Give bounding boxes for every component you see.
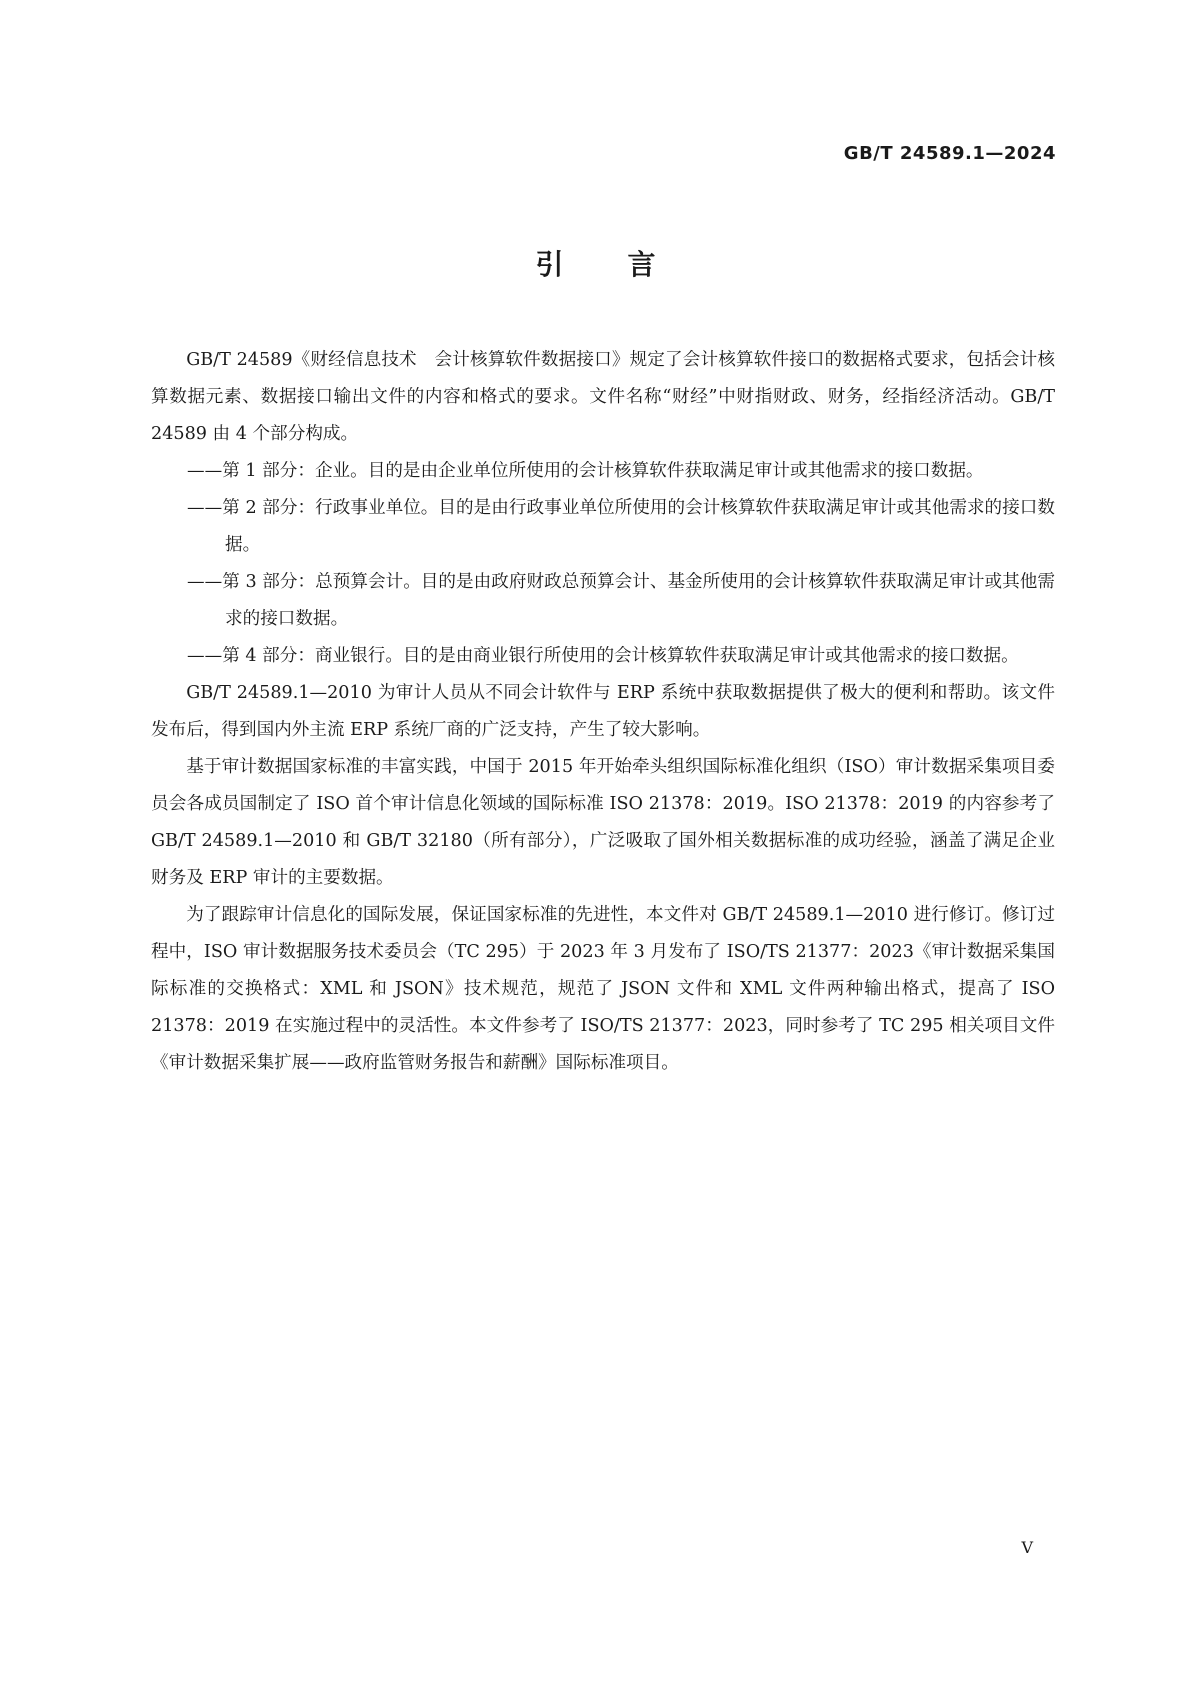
page-number: V — [1021, 1538, 1033, 1557]
body-paragraph: 为了跟踪审计信息化的国际发展，保证国家标准的先进性，本文件对 GB/T 24589.1—2010 进行修订。修订过程中，ISO 审计数据服务技术委员会（TC 295）于 2023 年 3 月发布了 ISO/TS 21377：2023《审计数据采集国际标准的交换格式：XML 和 JSON》技术规范，规范了 JSON 文件和 XML 文件两种输出格式，提高了 ISO 21378：2019 在实施过程中的灵活性。本文件参考了 ISO/TS 21377：2023，同时参考了 TC 295 相关项目文件《审计数据采集扩展——政府监管财务报告和薪酬》国际标准项目。 — [151, 905, 1055, 1073]
part-list-item: ——第 2 部分：行政事业单位。目的是由行政事业单位所使用的会计核算软件获取满足审计或其他需求的接口数据。 — [187, 498, 1055, 555]
body-content — [151, 342, 1055, 1082]
body-paragraph: GB/T 24589.1—2010 为审计人员从不同会计软件与 ERP 系统中获取数据提供了极大的便利和帮助。该文件发布后，得到国内外主流 ERP 系统厂商的广泛支持，产生了较大影响。 — [151, 683, 1055, 740]
section-title: 引言 — [535, 248, 720, 281]
intro-paragraph: GB/T 24589《财经信息技术 会计核算软件数据接口》规定了会计核算软件接口的数据格式要求，包括会计核算数据元素、数据接口输出文件的内容和格式的要求。文件名称“财经”中财指财政、财务，经指经济活动。GB/T 24589 由 4 个部分构成。 — [151, 350, 1055, 444]
part-list-item: ——第 4 部分：商业银行。目的是由商业银行所使用的会计核算软件获取满足审计或其他需求的接口数据。 — [187, 646, 1019, 666]
standard-number: GB/T 24589.1—2024 — [843, 143, 1056, 164]
part-list-item: ——第 3 部分：总预算会计。目的是由政府财政总预算会计、基金所使用的会计核算软件获取满足审计或其他需求的接口数据。 — [187, 572, 1055, 629]
body-paragraph: 基于审计数据国家标准的丰富实践，中国于 2015 年开始牵头组织国际标准化组织（ISO）审计数据采集项目委员会各成员国制定了 ISO 首个审计信息化领域的国际标准 ISO 21378：2019。ISO 21378：2019 的内容参考了 GB/T 24589.1—2010 和 GB/T 32180（所有部分），广泛吸取了国外相关数据标准的成功经验，涵盖了满足企业财务及 ERP 审计的主要数据。 — [151, 757, 1055, 888]
part-list-item: ——第 1 部分：企业。目的是由企业单位所使用的会计核算软件获取满足审计或其他需求的接口数据。 — [187, 461, 984, 481]
